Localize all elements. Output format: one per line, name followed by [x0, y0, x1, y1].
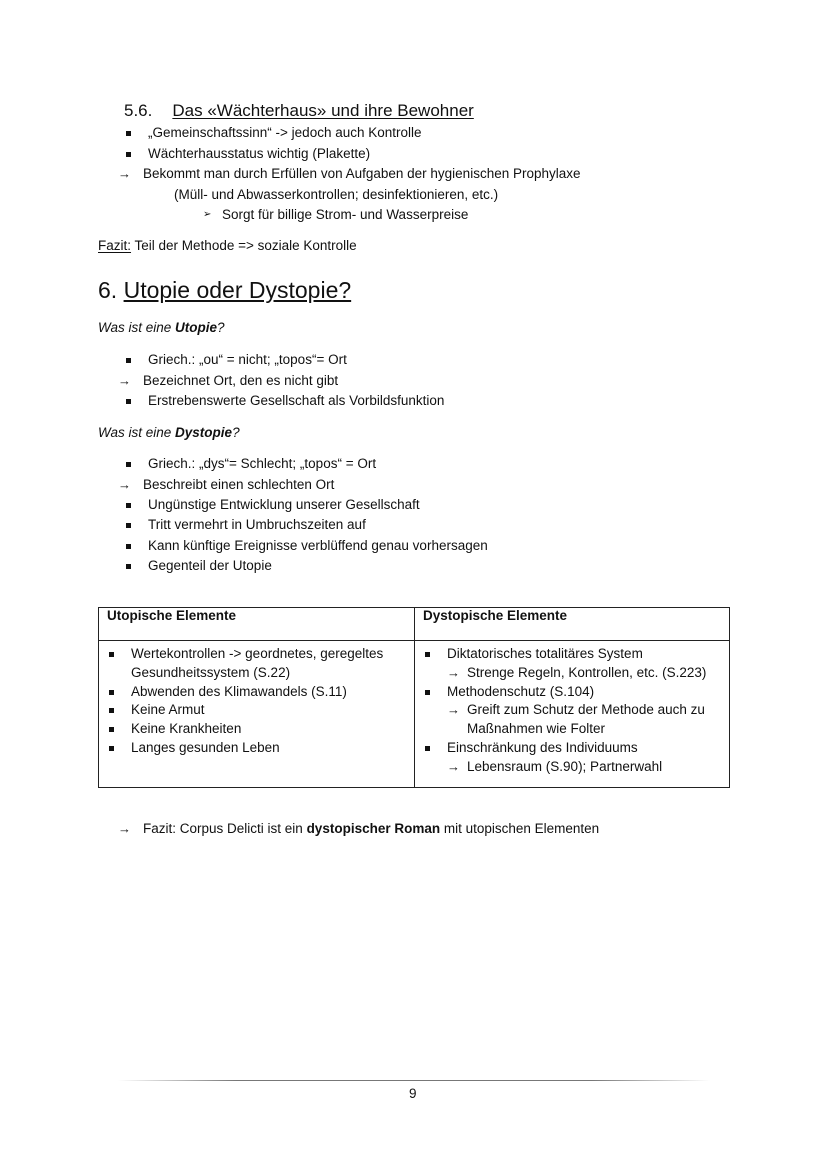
- elements-table: [98, 607, 730, 788]
- bullet-icon: [425, 652, 430, 657]
- header-dystopisch: Dystopische Elemente: [415, 608, 730, 641]
- list-item: Ungünstige Entwicklung unserer Gesellschaft: [148, 497, 420, 512]
- list-item: Abwenden des Klimawandels (S.11): [131, 684, 347, 699]
- conclusion-emphasis: dystopischer Roman: [306, 821, 441, 836]
- section-number: 6.: [98, 277, 118, 303]
- bullet-icon: [425, 690, 430, 695]
- bullet-icon: [126, 358, 131, 363]
- question-term: Dystopie: [175, 425, 233, 440]
- list-item-continuation: Gesundheitssystem (S.22): [131, 665, 291, 680]
- table-row: [99, 641, 730, 788]
- fazit-text: Teil der Methode => soziale Kontrolle: [134, 238, 357, 253]
- section-5-6-heading: [124, 101, 474, 121]
- bullet-icon: [126, 523, 131, 528]
- fazit-line: [98, 238, 357, 253]
- cell-utopisch: [99, 641, 415, 788]
- arrow-right-icon: →: [118, 477, 131, 492]
- bullet-icon: [109, 708, 114, 713]
- list-item: Methodenschutz (S.104): [447, 684, 595, 699]
- arrow-right-icon: →: [447, 759, 460, 774]
- table-header-row: [99, 608, 730, 641]
- sub-list-item: Greift zum Schutz der Methode auch zu: [467, 702, 705, 717]
- bullet-icon: [126, 399, 131, 404]
- question-term: Utopie: [175, 320, 218, 335]
- cell-dystopisch: [415, 641, 730, 788]
- list-item: Griech.: „ou“ = nicht; „topos“= Ort: [148, 352, 347, 367]
- list-item: Keine Armut: [131, 702, 205, 717]
- list-item: Kann künftige Ereignisse verblüffend genau vorhersagen: [148, 538, 488, 553]
- list-item: Wertekontrollen -> geordnetes, geregeltes: [131, 646, 384, 661]
- list-item-arrow: Bezeichnet Ort, den es nicht gibt: [143, 373, 339, 388]
- bullet-icon: [109, 652, 114, 657]
- bullet-icon: [425, 746, 430, 751]
- footer-divider: [118, 1080, 710, 1081]
- conclusion-line: [143, 821, 599, 836]
- bullet-icon: [126, 152, 131, 157]
- sub-list-item: Strenge Regeln, Kontrollen, etc. (S.223): [467, 665, 707, 680]
- list-item: Wächterhausstatus wichtig (Plakette): [148, 146, 371, 161]
- conclusion-suffix: mit utopischen Elementen: [440, 821, 600, 836]
- bullet-icon: [126, 503, 131, 508]
- list-item: Diktatorisches totalitäres System: [447, 646, 643, 661]
- bullet-icon: [126, 462, 131, 467]
- list-item-arrow: Bekommt man durch Erfüllen von Aufgaben der hygienischen Prophylaxe: [143, 166, 581, 181]
- list-item-arrow: Beschreibt einen schlechten Ort: [143, 477, 335, 492]
- arrow-right-icon: →: [447, 665, 460, 680]
- bullet-icon: [126, 131, 131, 136]
- list-item: Gegenteil der Utopie: [148, 558, 272, 573]
- triangle-bullet-icon: ➢: [203, 209, 212, 220]
- bullet-icon: [109, 746, 114, 751]
- question-utopie: [98, 320, 225, 335]
- sub-list-item: Sorgt für billige Strom- und Wasserpreise: [222, 207, 469, 222]
- bullet-icon: [126, 544, 131, 549]
- list-item: Einschränkung des Individuums: [447, 740, 638, 755]
- header-utopisch: Utopische Elemente: [99, 608, 415, 641]
- list-item: „Gemeinschaftssinn“ -> jedoch auch Kontrolle: [148, 125, 422, 140]
- bullet-icon: [109, 727, 114, 732]
- sub-list-item: Lebensraum (S.90); Partnerwahl: [467, 759, 663, 774]
- question-text: Was ist eine: [98, 425, 176, 440]
- arrow-right-icon: →: [118, 373, 131, 388]
- page-number: 9: [409, 1086, 417, 1101]
- list-item: Griech.: „dys“= Schlecht; „topos“ = Ort: [148, 456, 377, 471]
- list-item: Langes gesunden Leben: [131, 740, 280, 755]
- bullet-icon: [109, 690, 114, 695]
- list-item: Keine Krankheiten: [131, 721, 242, 736]
- section-title: Das «Wächterhaus» und ihre Bewohner: [172, 101, 474, 120]
- section-6-heading: [98, 277, 351, 304]
- question-mark: ?: [232, 425, 240, 440]
- sub-list-item-continuation: Maßnahmen wie Folter: [467, 721, 606, 736]
- bullet-icon: [126, 564, 131, 569]
- section-number: 5.6.: [124, 101, 153, 120]
- arrow-right-icon: →: [118, 821, 131, 836]
- arrow-right-icon: →: [118, 166, 131, 181]
- list-item: Tritt vermehrt in Umbruchszeiten auf: [148, 517, 366, 532]
- list-item: Erstrebenswerte Gesellschaft als Vorbildsfunktion: [148, 393, 445, 408]
- question-mark: ?: [217, 320, 225, 335]
- question-dystopie: [98, 425, 240, 440]
- section-title: Utopie oder Dystopie?: [123, 277, 352, 303]
- fazit-label: Fazit:: [98, 238, 132, 253]
- list-item-continuation: (Müll- und Abwasserkontrollen; desinfektionieren, etc.): [174, 187, 499, 202]
- arrow-right-icon: →: [447, 702, 460, 717]
- conclusion-prefix: Fazit: Corpus Delicti ist ein: [143, 821, 307, 836]
- question-text: Was ist eine: [98, 320, 176, 335]
